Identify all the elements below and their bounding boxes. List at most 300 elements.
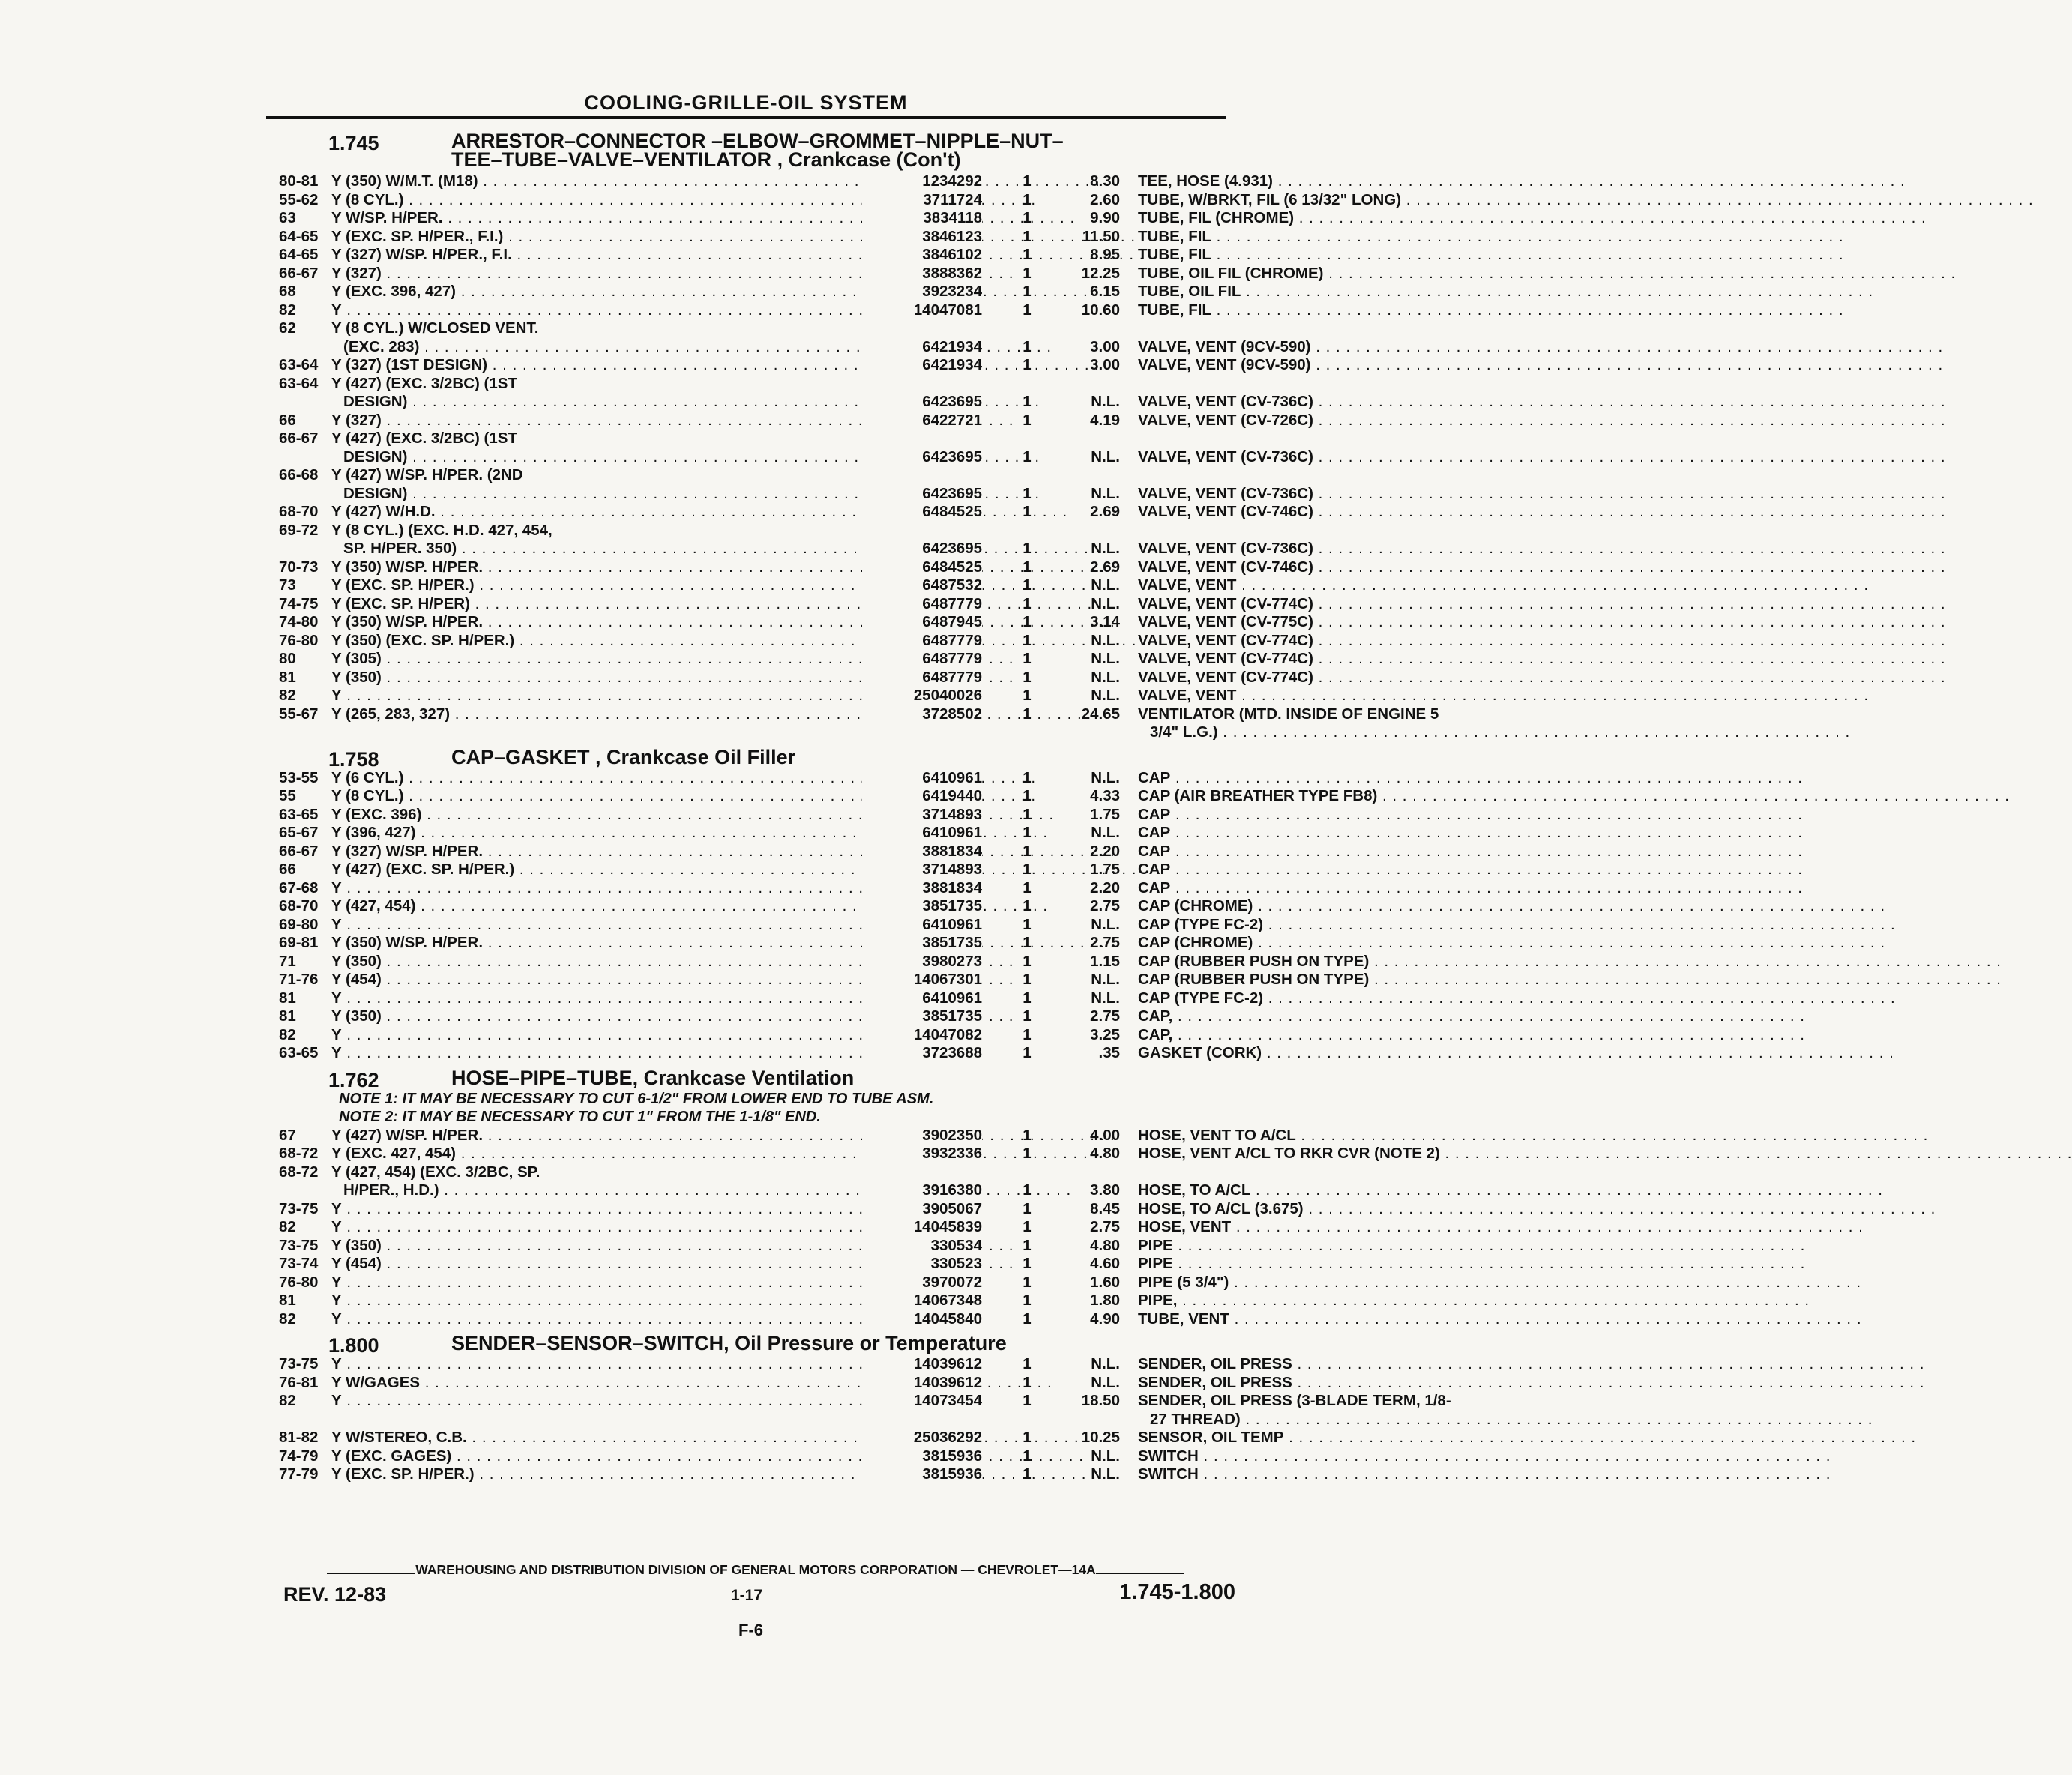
row-price: N.L. — [1091, 393, 1120, 410]
row-years: 73-74 — [279, 1255, 319, 1272]
table-row — [279, 1199, 1304, 1219]
row-part-number: 14039612 — [862, 1374, 982, 1393]
part-name-line: TEE, HOSE (4.931) . . . — [1138, 172, 1513, 191]
row-price: 2.69 — [1090, 503, 1120, 520]
part-name-line: VALVE, VENT (CV-736C) . . . — [1138, 485, 1513, 504]
row-part-number: 3714893 — [862, 806, 982, 825]
row-model — [331, 1044, 877, 1063]
section-title — [451, 1066, 855, 1089]
row-part-number: 14067348 — [862, 1292, 982, 1310]
part-name-line: GASKET (CORK) . . . — [1138, 1044, 1513, 1063]
section-header — [279, 132, 1232, 172]
table-row — [279, 209, 1295, 228]
row-quantity: 1 — [1023, 1007, 1032, 1025]
part-name-line: CAP (CHROME) . . . — [1138, 897, 1513, 916]
model-line: Y (350) W/SP. H/PER. . . . — [331, 558, 877, 577]
table-row — [279, 824, 1232, 843]
row-part-name — [1138, 1465, 1513, 1484]
row-part-name — [1138, 412, 1513, 430]
row-part-name — [1138, 448, 1513, 467]
row-part-name — [1138, 669, 1513, 687]
table-row — [279, 787, 1378, 806]
row-years: 73 — [279, 576, 296, 594]
table-row — [279, 356, 1311, 375]
row-years: 66 — [279, 411, 296, 429]
table-row — [279, 521, 1313, 558]
row-quantity: 1 — [1023, 190, 1032, 208]
row-years: 69-81 — [279, 934, 319, 951]
row-model — [331, 861, 877, 879]
row-part-name — [1138, 1392, 1513, 1429]
row-years: 77-79 — [279, 1465, 319, 1483]
row-price: 2.75 — [1090, 897, 1120, 914]
row-years: 81 — [279, 989, 296, 1007]
row-quantity: 1 — [1023, 650, 1032, 667]
row-model — [331, 1237, 877, 1256]
row-quantity: 1 — [1023, 842, 1032, 860]
section-number: 1.800 — [328, 1334, 379, 1357]
model-line: Y (350) . . . — [331, 953, 877, 971]
part-name-line: VALVE, VENT (CV-726C) . . . — [1138, 412, 1513, 430]
row-model — [331, 1007, 877, 1026]
row-part-number: 6423695 — [862, 485, 982, 504]
part-name-line: CAP . . . — [1138, 769, 1513, 788]
row-part-number: 3851735 — [862, 934, 982, 953]
part-name-line: PIPE, . . . — [1138, 1292, 1513, 1310]
row-part-number: 6422721 — [862, 412, 982, 430]
model-line: Y (327) . . . — [331, 265, 877, 283]
table-row — [279, 1126, 1296, 1145]
part-name-line: CAP . . . — [1138, 879, 1513, 898]
model-line: Y (396, 427) . . . — [331, 824, 877, 843]
part-name-line: 3/4" L.G.) . . . — [1138, 723, 1513, 742]
row-part-name — [1138, 1218, 1513, 1237]
row-part-name — [1138, 1429, 1513, 1447]
row-years: 65-67 — [279, 824, 319, 841]
row-quantity: 1 — [1023, 824, 1032, 841]
row-part-number: 3923234 — [862, 283, 982, 301]
row-price: 4.80 — [1090, 1236, 1120, 1254]
row-model — [331, 319, 877, 356]
row-years: 68 — [279, 283, 296, 300]
row-price: 8.45 — [1090, 1199, 1120, 1217]
row-years: 63-64 — [279, 374, 319, 392]
part-name-line: HOSE, VENT A/CL TO RKR CVR (NOTE 2) . . . — [1138, 1145, 1513, 1163]
row-model — [331, 1429, 877, 1447]
model-line: Y . . . — [331, 1310, 877, 1329]
part-name-line: CAP, . . . — [1138, 1026, 1513, 1045]
footer-division-line — [279, 1562, 1232, 1578]
model-line: Y (EXC. SP. H/PER., F.I.) . . . — [331, 228, 877, 247]
table-row — [279, 1255, 1232, 1274]
row-quantity: 1 — [1023, 393, 1032, 410]
row-years: 81 — [279, 1007, 296, 1025]
row-part-name — [1138, 503, 1513, 522]
row-model — [331, 576, 877, 595]
row-part-number: 14045839 — [862, 1218, 982, 1237]
part-name-line: TUBE, FIL . . . — [1138, 246, 1513, 265]
row-quantity: 1 — [1023, 631, 1032, 649]
row-model — [331, 669, 877, 687]
table-row — [279, 705, 1439, 742]
row-part-name — [1138, 595, 1513, 614]
row-years: 69-72 — [279, 521, 319, 539]
row-price: 11.50 — [1082, 227, 1120, 245]
row-model — [331, 1026, 877, 1045]
row-part-name — [1138, 934, 1513, 953]
row-years: 68-72 — [279, 1145, 319, 1162]
row-price: 24.65 — [1081, 705, 1120, 723]
table-row — [279, 172, 1274, 191]
row-price: 4.00 — [1090, 1126, 1120, 1144]
row-part-number: 3815936 — [862, 1447, 982, 1466]
part-name-line: VALVE, VENT (CV-736C) . . . — [1138, 448, 1513, 467]
row-model — [331, 705, 877, 724]
row-part-number: 6410961 — [862, 769, 982, 788]
model-line: Y (EXC. 396) . . . — [331, 806, 877, 825]
model-line: SP. H/PER. 350) . . . — [331, 540, 877, 558]
table-row — [279, 806, 1232, 825]
row-price: 4.80 — [1090, 1145, 1120, 1162]
model-line: Y (454) . . . — [331, 971, 877, 989]
row-model — [331, 632, 877, 651]
section-title-line: TEE–TUBE–VALVE–VENTILATOR , Crankcase (Con't) — [451, 148, 961, 171]
page-number: 1-17 — [731, 1587, 763, 1604]
row-quantity: 1 — [1023, 897, 1032, 914]
row-part-number: 330523 — [862, 1255, 982, 1274]
model-line: Y (EXC. SP. H/PER.) . . . — [331, 1465, 877, 1484]
row-model — [331, 503, 877, 522]
row-part-number: 6484525 — [862, 503, 982, 522]
row-part-number: 1234292 — [862, 172, 982, 191]
table-row — [279, 879, 1232, 898]
row-part-number: 6487945 — [862, 613, 982, 632]
row-part-name — [1138, 1374, 1513, 1393]
row-part-name — [1138, 705, 1513, 742]
row-quantity: 1 — [1023, 687, 1032, 704]
sheet-number: F-6 — [738, 1621, 763, 1639]
row-years: 80-81 — [279, 172, 319, 190]
part-name-line: TUBE, VENT . . . — [1138, 1310, 1513, 1329]
table-row — [279, 1218, 1232, 1237]
row-part-number: 3888362 — [862, 265, 982, 283]
row-model — [331, 1200, 877, 1219]
row-part-number: 6487779 — [862, 650, 982, 669]
section-title-line: HOSE–PIPE–TUBE, Crankcase Ventilation — [451, 1066, 855, 1089]
row-price: 1.80 — [1090, 1292, 1120, 1309]
row-quantity: 1 — [1023, 1392, 1032, 1409]
row-price: 10.60 — [1081, 301, 1120, 319]
row-part-name — [1138, 246, 1513, 265]
row-years: 82 — [279, 687, 296, 704]
table-row — [279, 1145, 1440, 1163]
row-price: 8.95 — [1090, 246, 1120, 263]
row-part-name — [1138, 1255, 1513, 1274]
row-part-name — [1138, 1292, 1513, 1310]
row-model — [331, 430, 877, 466]
row-quantity: 1 — [1023, 805, 1032, 823]
row-years: 82 — [279, 1310, 296, 1328]
model-line: Y (327) . . . — [331, 412, 877, 430]
row-part-name — [1138, 265, 1513, 283]
table-row — [279, 687, 1237, 705]
row-quantity: 1 — [1023, 989, 1032, 1007]
row-part-number: 3834118 — [862, 209, 982, 228]
part-name-line: SWITCH . . . — [1138, 1447, 1513, 1466]
model-line: Y (EXC. SP. H/PER.) . . . — [331, 576, 877, 595]
row-model — [331, 595, 877, 614]
row-years: 80 — [279, 650, 296, 667]
model-line: Y (8 CYL.) (EXC. H.D. 427, 454, — [331, 521, 552, 539]
row-quantity: 1 — [1023, 209, 1032, 226]
section-number: 1.745 — [328, 132, 379, 154]
row-part-name — [1138, 1447, 1513, 1466]
row-years: 63 — [279, 209, 296, 226]
part-name-line: VALVE, VENT (CV-736C) . . . — [1138, 540, 1513, 558]
row-part-name — [1138, 172, 1513, 191]
model-line: Y W/GAGES . . . — [331, 1374, 877, 1393]
row-model — [331, 650, 877, 669]
table-row — [279, 1163, 1251, 1200]
row-price: N.L. — [1091, 650, 1120, 667]
section-number: 1.758 — [328, 747, 379, 771]
row-part-number: 3851735 — [862, 897, 982, 916]
row-model — [331, 228, 877, 247]
model-line: Y (427) W/SP. H/PER. . . . — [331, 1127, 877, 1145]
row-model — [331, 1392, 877, 1411]
row-part-number: 6487532 — [862, 576, 982, 595]
row-model — [331, 806, 877, 825]
model-line: Y (EXC. 396, 427) . . . — [331, 283, 877, 301]
row-part-number: 14073454 — [862, 1392, 982, 1411]
row-quantity: 1 — [1023, 337, 1032, 355]
row-years: 67-68 — [279, 879, 319, 896]
row-model — [331, 824, 877, 843]
row-price: N.L. — [1091, 1373, 1120, 1391]
row-quantity: 1 — [1023, 971, 1032, 988]
row-price: 6.15 — [1090, 283, 1120, 300]
model-line: Y (EXC. GAGES) . . . — [331, 1447, 877, 1466]
row-part-name — [1138, 356, 1513, 375]
row-part-name — [1138, 861, 1513, 879]
row-price: 2.69 — [1090, 558, 1120, 576]
row-part-name — [1138, 1310, 1513, 1329]
row-price: N.L. — [1091, 1465, 1120, 1483]
table-row — [279, 430, 1313, 466]
row-quantity: 1 — [1023, 613, 1032, 630]
section-number: 1.762 — [328, 1068, 379, 1091]
row-price: 3.14 — [1090, 613, 1120, 630]
row-part-number: 3851735 — [862, 1007, 982, 1026]
row-quantity: 1 — [1023, 1255, 1032, 1272]
table-row — [279, 989, 1264, 1008]
row-part-name — [1138, 824, 1513, 843]
row-part-number: 25040026 — [862, 687, 982, 705]
model-line: Y . . . — [331, 1026, 877, 1045]
row-part-name — [1138, 485, 1513, 504]
model-line: Y . . . — [331, 301, 877, 320]
table-row — [279, 843, 1232, 861]
row-years: 64-65 — [279, 227, 319, 245]
row-part-number: 3970072 — [862, 1274, 982, 1292]
row-model — [331, 787, 877, 806]
part-name-line: CAP (AIR BREATHER TYPE FB8) . . . — [1138, 787, 1513, 806]
row-price: 3.00 — [1090, 356, 1120, 373]
row-years: 70-73 — [279, 558, 319, 576]
row-quantity: 1 — [1023, 1373, 1032, 1391]
model-line: Y (8 CYL.) W/CLOSED VENT. — [331, 319, 539, 337]
row-part-name — [1138, 843, 1513, 861]
row-part-number: 6487779 — [862, 669, 982, 687]
model-line: Y (427) (EXC. 3/2BC) (1ST — [331, 430, 517, 447]
row-part-number: 3711724 — [862, 191, 982, 210]
part-name-line: SENDER, OIL PRESS . . . — [1138, 1355, 1513, 1374]
part-name-line: CAP (TYPE FC-2) . . . — [1138, 989, 1513, 1008]
section-title-line: ARRESTOR–CONNECTOR –ELBOW–GROMMET–NIPPLE–NUT– — [451, 130, 1064, 152]
row-quantity: 1 — [1023, 447, 1032, 465]
row-model — [331, 191, 877, 210]
row-price: 2.20 — [1090, 879, 1120, 896]
row-part-name — [1138, 879, 1513, 898]
row-quantity: 1 — [1023, 172, 1032, 190]
table-row — [279, 631, 1313, 651]
row-quantity: 1 — [1023, 1447, 1032, 1465]
row-model — [331, 1218, 877, 1237]
row-price: 4.33 — [1090, 787, 1120, 804]
part-name-line: VALVE, VENT . . . — [1138, 687, 1513, 705]
part-name-line: SENSOR, OIL TEMP . . . — [1138, 1429, 1513, 1447]
row-years: 55 — [279, 787, 296, 804]
row-part-number: 6421934 — [862, 356, 982, 375]
row-years: 82 — [279, 1218, 296, 1235]
row-part-name — [1138, 806, 1513, 825]
revision-label: REV. 12-83 — [283, 1583, 387, 1606]
row-part-name — [1138, 1007, 1513, 1026]
model-line: Y (EXC. 427, 454) . . . — [331, 1145, 877, 1163]
part-name-line: PIPE (5 3/4") . . . — [1138, 1274, 1513, 1292]
model-line: Y (350) (EXC. SP. H/PER.) . . . — [331, 632, 877, 651]
row-quantity: 1 — [1023, 1292, 1032, 1309]
row-part-name — [1138, 1181, 1513, 1200]
row-years: 82 — [279, 1025, 296, 1043]
footer-rule-left — [327, 1573, 415, 1574]
row-years: 74-79 — [279, 1447, 319, 1465]
part-name-line: SENDER, OIL PRESS . . . — [1138, 1374, 1513, 1393]
row-quantity: 1 — [1023, 484, 1032, 502]
model-line: Y W/STEREO, C.B. . . . — [331, 1429, 877, 1447]
table-row — [279, 1007, 1232, 1026]
row-years: 76-81 — [279, 1373, 319, 1391]
section-title — [451, 745, 796, 768]
model-line: Y . . . — [331, 1044, 877, 1063]
row-quantity: 1 — [1023, 1429, 1032, 1446]
row-price: N.L. — [1091, 1447, 1120, 1465]
part-name-line: VALVE, VENT (CV-774C) . . . — [1138, 650, 1513, 669]
part-name-line: VALVE, VENT (CV-774C) . . . — [1138, 669, 1513, 687]
row-model — [331, 466, 877, 503]
table-row — [279, 1465, 1232, 1484]
row-part-number: 330534 — [862, 1237, 982, 1256]
row-model — [331, 209, 877, 228]
row-years: 81 — [279, 668, 296, 686]
row-part-name — [1138, 1274, 1513, 1292]
row-price: N.L. — [1091, 540, 1120, 557]
row-part-number: 3815936 — [862, 1465, 982, 1484]
model-line: Y . . . — [331, 1292, 877, 1310]
row-price: 3.00 — [1090, 337, 1120, 355]
row-part-number: 6423695 — [862, 393, 982, 412]
row-price: .35 — [1098, 1044, 1120, 1061]
row-model — [331, 971, 877, 989]
table-row — [279, 897, 1253, 916]
row-model — [331, 843, 877, 861]
row-part-name — [1138, 191, 1513, 210]
row-price: N.L. — [1091, 687, 1120, 704]
page-header: COOLING-GRILLE-OIL SYSTEM — [266, 91, 1226, 119]
row-years: 66 — [279, 861, 296, 878]
row-years: 74-80 — [279, 613, 319, 630]
row-quantity: 1 — [1023, 952, 1032, 970]
model-line: Y (6 CYL.) . . . — [331, 769, 877, 788]
row-part-number: 3714893 — [862, 861, 982, 879]
part-name-line: 27 THREAD) . . . — [1138, 1411, 1513, 1429]
part-name-line: HOSE, TO A/CL (3.675) . . . — [1138, 1200, 1513, 1219]
row-price: N.L. — [1091, 668, 1120, 686]
row-part-number: 6484525 — [862, 558, 982, 577]
model-line: Y (427) (EXC. 3/2BC) (1ST — [331, 374, 517, 392]
row-model — [331, 897, 877, 916]
row-price: 8.30 — [1090, 172, 1120, 190]
row-price: N.L. — [1091, 484, 1120, 502]
model-line: (EXC. 283) . . . — [331, 338, 877, 357]
row-price: 12.25 — [1081, 264, 1120, 282]
row-part-name — [1138, 1044, 1513, 1063]
row-quantity: 1 — [1023, 558, 1032, 576]
row-part-name — [1138, 228, 1513, 247]
row-years: 68-70 — [279, 503, 319, 520]
model-line: Y (350) . . . — [331, 669, 877, 687]
model-line: Y . . . — [331, 1392, 877, 1411]
part-name-line: TUBE, W/BRKT, FIL (6 13/32" LONG) . . . — [1138, 191, 1513, 210]
row-part-name — [1138, 1145, 1513, 1163]
section-range: 1.745-1.800 — [1119, 1580, 1235, 1604]
row-quantity: 1 — [1023, 301, 1032, 319]
model-line: Y (327) W/SP. H/PER., F.I. . . . — [331, 246, 877, 265]
row-quantity: 1 — [1023, 768, 1032, 786]
row-part-name — [1138, 953, 1513, 971]
section-title — [451, 1334, 1007, 1353]
row-model — [331, 613, 877, 632]
row-years: 64-65 — [279, 246, 319, 263]
section-title-line: SENDER–SENSOR–SWITCH, Oil Pressure or Temperature — [451, 1332, 1007, 1354]
row-quantity: 1 — [1023, 1355, 1032, 1372]
table-row — [279, 319, 1311, 356]
row-years: 62 — [279, 319, 296, 337]
table-row — [279, 1274, 1232, 1292]
row-part-number: 3980273 — [862, 953, 982, 971]
part-name-line: HOSE, VENT . . . — [1138, 1218, 1513, 1237]
part-name-line: CAP . . . — [1138, 843, 1513, 861]
row-price: N.L. — [1091, 824, 1120, 841]
model-line: Y (427) (EXC. SP. H/PER.) . . . — [331, 861, 877, 879]
row-quantity: 1 — [1023, 934, 1032, 951]
model-line: Y (327) (1ST DESIGN) . . . — [331, 356, 877, 375]
part-name-line: CAP (TYPE FC-2) . . . — [1138, 916, 1513, 935]
table-row — [279, 668, 1313, 687]
part-name-line: TUBE, OIL FIL . . . — [1138, 283, 1513, 301]
row-quantity: 1 — [1023, 1181, 1032, 1199]
row-part-number: 6423695 — [862, 540, 982, 558]
